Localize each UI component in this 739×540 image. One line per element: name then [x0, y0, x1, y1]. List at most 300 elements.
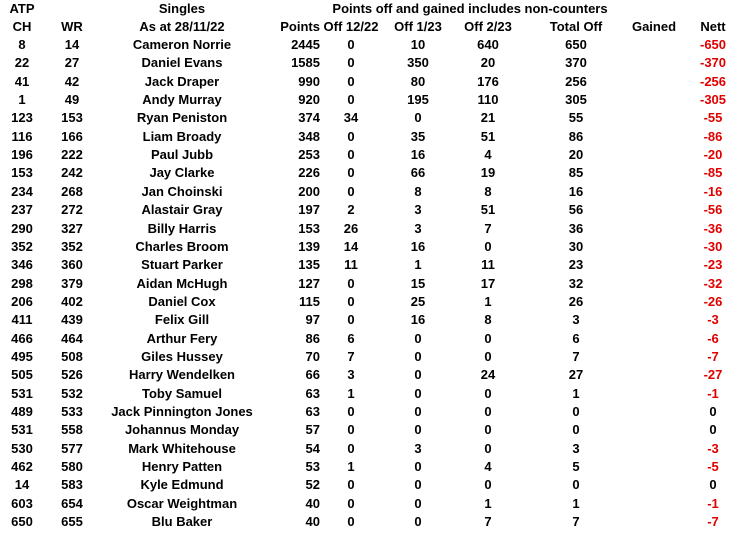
cell-ch: 196	[11, 147, 33, 163]
table-row	[0, 513, 739, 531]
cell-player-name: Henry Patten	[141, 459, 223, 475]
cell-player-name: Alastair Gray	[141, 202, 223, 218]
cell-nett: -3	[707, 440, 719, 456]
cell-off-1-23: 1	[414, 257, 422, 273]
cell-off-2-23: 0	[484, 422, 492, 438]
cell-off-2-23: 8	[484, 183, 492, 199]
cell-off-2-23: 51	[480, 202, 496, 218]
cell-wr: 379	[61, 275, 83, 291]
cell-gained	[624, 91, 684, 109]
cell-gained	[624, 54, 684, 72]
table-row	[0, 128, 739, 146]
cell-total-off: 56	[568, 202, 584, 218]
cell-ch: 530	[11, 440, 33, 456]
cell-total-off: 305	[565, 92, 587, 108]
cell-off-1-23: 16	[410, 312, 426, 328]
cell-off-2-23: 7	[484, 220, 492, 236]
cell-wr: 464	[61, 330, 83, 346]
cell-nett: -1	[707, 385, 719, 401]
cell-off-1-23: 0	[414, 477, 422, 493]
cell-points: 135	[298, 257, 320, 273]
table-row	[0, 458, 739, 476]
cell-total-off: 7	[572, 348, 580, 364]
cell-gained	[624, 109, 684, 127]
cell-off-2-23: 11	[481, 257, 495, 273]
cell-off-12-22: 0	[347, 404, 355, 419]
cell-nett: -32	[703, 275, 723, 291]
header-points-title: Points off and gained includes non-counters	[332, 1, 608, 16]
cell-player-name: Harry Wendelken	[129, 367, 235, 383]
cell-points: 40	[305, 514, 320, 530]
cell-ch: 650	[11, 514, 33, 530]
cell-gained	[624, 513, 684, 531]
cell-nett: -85	[703, 165, 723, 181]
cell-player-name: Daniel Evans	[141, 55, 223, 71]
cell-total-off: 86	[568, 128, 584, 144]
cell-points: 200	[298, 183, 320, 199]
cell-points: 97	[305, 312, 320, 328]
cell-off-12-22: 6	[347, 330, 355, 346]
cell-gained	[624, 311, 684, 329]
cell-points: 1585	[291, 55, 320, 71]
table-row	[0, 385, 739, 403]
header-off-12-22: Off 12/22	[323, 19, 379, 34]
cell-player-name: Daniel Cox	[148, 293, 216, 309]
cell-off-2-23: 0	[484, 477, 492, 493]
cell-gained	[624, 36, 684, 54]
cell-off-2-23: 1	[484, 293, 492, 309]
cell-gained	[624, 330, 684, 348]
cell-player-name: Cameron Norrie	[132, 37, 232, 52]
table-row	[0, 91, 739, 109]
cell-off-2-23: 19	[480, 165, 496, 181]
cell-off-12-22: 2	[347, 202, 355, 218]
cell-player-name: Johannus Monday	[124, 422, 240, 438]
cell-points: 40	[305, 495, 320, 511]
cell-ch: 123	[11, 110, 33, 126]
cell-off-1-23: 3	[414, 440, 422, 456]
cell-ch: 466	[11, 330, 33, 346]
cell-gained	[624, 348, 684, 366]
cell-nett: -1	[707, 495, 719, 511]
cell-total-off: 5	[572, 459, 580, 475]
header-row-top	[0, 0, 739, 18]
cell-gained	[624, 385, 684, 403]
cell-gained	[624, 164, 684, 182]
table-row	[0, 54, 739, 72]
cell-player-name: Oscar Weightman	[126, 495, 238, 511]
cell-player-name: Kyle Edmund	[140, 477, 224, 493]
cell-ch: 531	[11, 422, 33, 438]
cell-off-2-23: 21	[480, 110, 496, 126]
cell-wr: 27	[64, 55, 80, 71]
cell-wr: 583	[61, 477, 83, 493]
cell-wr: 42	[64, 73, 80, 89]
cell-gained	[624, 421, 684, 439]
cell-gained	[624, 476, 684, 494]
header-off-1-23: Off 1/23	[394, 19, 442, 34]
table-row	[0, 201, 739, 219]
cell-off-12-22: 26	[343, 220, 359, 236]
cell-off-1-23: 0	[414, 367, 422, 383]
cell-off-1-23: 3	[414, 202, 422, 218]
cell-points: 374	[298, 110, 320, 126]
cell-ch: 22	[14, 55, 30, 71]
cell-points: 86	[305, 330, 320, 346]
cell-off-12-22: 0	[347, 55, 355, 71]
cell-gained	[624, 458, 684, 476]
table-row	[0, 220, 739, 238]
cell-points: 63	[305, 404, 320, 419]
cell-nett: 0	[709, 422, 717, 438]
table-row	[0, 164, 739, 182]
cell-ch: 505	[11, 367, 33, 383]
cell-points: 920	[298, 92, 320, 108]
cell-off-12-22: 11	[344, 257, 358, 273]
cell-off-2-23: 51	[480, 128, 496, 144]
table-row	[0, 109, 739, 127]
cell-total-off: 32	[568, 275, 584, 291]
cell-wr: 533	[61, 404, 83, 419]
cell-ch: 116	[11, 128, 33, 144]
header-total-off: Total Off	[549, 19, 603, 34]
cell-off-12-22: 34	[343, 110, 359, 126]
cell-off-2-23: 110	[477, 92, 499, 108]
cell-off-2-23: 24	[480, 367, 496, 383]
cell-nett: -20	[703, 147, 723, 163]
header-as-at: As at 28/11/22	[139, 19, 225, 34]
cell-gained	[624, 128, 684, 146]
cell-total-off: 30	[568, 238, 584, 254]
cell-total-off: 23	[568, 257, 584, 273]
cell-off-1-23: 35	[410, 128, 426, 144]
cell-ch: 462	[11, 459, 33, 475]
cell-off-1-23: 16	[410, 238, 426, 254]
cell-player-name: Jack Pinnington Jones	[111, 404, 253, 419]
cell-player-name: Charles Broom	[135, 238, 229, 254]
cell-player-name: Aidan McHugh	[136, 275, 228, 291]
table-row	[0, 73, 739, 91]
cell-total-off: 3	[572, 312, 580, 328]
cell-player-name: Billy Harris	[147, 220, 217, 236]
cell-total-off: 650	[565, 37, 587, 52]
cell-off-2-23: 640	[477, 37, 499, 52]
cell-off-2-23: 0	[484, 238, 492, 254]
cell-wr: 268	[61, 183, 83, 199]
cell-off-12-22: 0	[347, 477, 355, 493]
cell-points: 226	[298, 165, 320, 181]
cell-gained	[624, 403, 684, 421]
cell-off-2-23: 8	[484, 312, 492, 328]
cell-off-1-23: 0	[414, 495, 422, 511]
cell-ch: 495	[11, 348, 33, 364]
cell-total-off: 36	[568, 220, 584, 236]
cell-player-name: Felix Gill	[154, 312, 210, 328]
cell-nett: -370	[699, 55, 727, 71]
cell-wr: 439	[61, 312, 83, 328]
cell-nett: 0	[709, 404, 717, 419]
cell-total-off: 256	[565, 73, 587, 89]
header-nett: Nett	[700, 19, 726, 34]
cell-wr: 327	[61, 220, 83, 236]
cell-ch: 14	[14, 477, 30, 493]
cell-points: 127	[298, 275, 320, 291]
table-row	[0, 403, 739, 421]
cell-off-12-22: 14	[343, 238, 359, 254]
cell-off-1-23: 0	[414, 348, 422, 364]
cell-nett: -23	[703, 257, 723, 273]
cell-points: 253	[298, 147, 320, 163]
cell-points: 54	[305, 440, 320, 456]
cell-nett: -26	[703, 293, 723, 309]
cell-player-name: Ryan Peniston	[136, 110, 228, 126]
cell-player-name: Jack Draper	[144, 73, 220, 89]
header-atp: ATP	[9, 1, 35, 16]
cell-points: 348	[298, 128, 320, 144]
cell-off-12-22: 0	[347, 37, 355, 52]
table-row	[0, 421, 739, 439]
cell-ch: 411	[11, 312, 33, 328]
table-row	[0, 366, 739, 384]
table-row	[0, 256, 739, 274]
cell-player-name: Blu Baker	[151, 514, 213, 530]
cell-wr: 242	[61, 165, 83, 181]
header-gained: Gained	[631, 19, 677, 34]
cell-total-off: 6	[572, 330, 580, 346]
cell-gained	[624, 293, 684, 311]
cell-nett: -6	[707, 330, 719, 346]
cell-off-2-23: 0	[484, 330, 492, 346]
cell-points: 63	[305, 385, 320, 401]
cell-ch: 41	[14, 73, 30, 89]
cell-ch: 489	[11, 404, 33, 419]
cell-total-off: 16	[568, 183, 584, 199]
table-row	[0, 146, 739, 164]
cell-total-off: 7	[572, 514, 580, 530]
cell-gained	[624, 183, 684, 201]
cell-points: 115	[299, 293, 320, 309]
cell-player-name: Arthur Fery	[146, 330, 218, 346]
cell-ch: 603	[11, 495, 33, 511]
cell-points: 53	[305, 459, 320, 475]
cell-off-2-23: 0	[484, 348, 492, 364]
cell-total-off: 26	[568, 293, 584, 309]
cell-total-off: 1	[572, 495, 580, 511]
table-row	[0, 495, 739, 513]
cell-ch: 290	[11, 220, 33, 236]
cell-gained	[624, 238, 684, 256]
cell-off-12-22: 0	[347, 147, 355, 163]
cell-off-12-22: 0	[347, 183, 355, 199]
table-row	[0, 293, 739, 311]
cell-off-2-23: 176	[477, 73, 499, 89]
cell-off-12-22: 0	[347, 422, 355, 438]
cell-off-12-22: 0	[347, 128, 355, 144]
cell-total-off: 0	[572, 404, 580, 419]
cell-off-2-23: 4	[484, 147, 492, 163]
cell-nett: -3	[707, 312, 719, 328]
cell-off-12-22: 0	[347, 495, 355, 511]
cell-points: 2445	[291, 37, 320, 52]
cell-points: 197	[298, 202, 320, 218]
cell-off-1-23: 0	[414, 459, 422, 475]
table-row	[0, 238, 739, 256]
cell-ch: 153	[11, 165, 33, 181]
header-row-columns	[0, 18, 739, 36]
cell-off-12-22: 1	[347, 459, 355, 475]
table-row	[0, 440, 739, 458]
table-row	[0, 348, 739, 366]
cell-gained	[624, 366, 684, 384]
header-points: Points	[280, 19, 320, 34]
cell-nett: -7	[707, 514, 719, 530]
cell-off-1-23: 195	[407, 92, 429, 108]
table-row	[0, 311, 739, 329]
cell-wr: 508	[61, 348, 83, 364]
cell-off-1-23: 350	[407, 55, 429, 71]
cell-wr: 532	[61, 385, 83, 401]
cell-player-name: Liam Broady	[142, 128, 222, 144]
cell-player-name: Toby Samuel	[142, 385, 222, 401]
cell-gained	[624, 73, 684, 91]
cell-nett: -7	[707, 348, 719, 364]
cell-off-2-23: 20	[480, 55, 496, 71]
table-row	[0, 330, 739, 348]
cell-wr: 558	[61, 422, 83, 438]
cell-gained	[624, 495, 684, 513]
cell-wr: 153	[61, 110, 83, 126]
cell-off-2-23: 0	[484, 385, 492, 401]
cell-off-1-23: 3	[414, 220, 422, 236]
cell-wr: 352	[61, 238, 83, 254]
cell-points: 153	[298, 220, 320, 236]
cell-off-2-23: 17	[480, 275, 496, 291]
cell-wr: 526	[61, 367, 83, 383]
cell-ch: 237	[11, 202, 33, 218]
cell-nett: -305	[699, 92, 727, 108]
cell-off-12-22: 0	[347, 73, 355, 89]
header-wr: WR	[61, 19, 83, 34]
cell-nett: -16	[703, 183, 723, 199]
cell-off-12-22: 0	[347, 293, 355, 309]
cell-off-2-23: 7	[484, 514, 492, 530]
cell-player-name: Jan Choinski	[141, 183, 223, 199]
cell-off-12-22: 1	[347, 385, 355, 401]
cell-nett: -27	[703, 367, 723, 383]
cell-wr: 272	[61, 202, 83, 218]
cell-player-name: Andy Murray	[142, 92, 222, 108]
cell-wr: 360	[61, 257, 83, 273]
cell-ch: 531	[11, 385, 33, 401]
cell-off-1-23: 80	[410, 73, 426, 89]
cell-total-off: 3	[572, 440, 580, 456]
cell-nett: -5	[707, 459, 719, 475]
cell-player-name: Giles Hussey	[141, 348, 223, 364]
cell-wr: 655	[61, 514, 83, 530]
cell-total-off: 27	[568, 367, 584, 383]
cell-nett: 0	[709, 477, 717, 493]
cell-wr: 49	[64, 92, 80, 108]
cell-player-name: Stuart Parker	[141, 257, 223, 273]
cell-ch: 234	[11, 183, 33, 199]
cell-off-12-22: 7	[347, 348, 355, 364]
table-row	[0, 476, 739, 494]
cell-points: 52	[305, 477, 320, 493]
cell-gained	[624, 440, 684, 458]
cell-off-1-23: 0	[414, 385, 422, 401]
cell-nett: -650	[699, 37, 727, 52]
cell-off-2-23: 1	[484, 495, 492, 511]
cell-nett: -256	[699, 73, 727, 89]
cell-total-off: 370	[565, 55, 587, 71]
cell-wr: 166	[61, 128, 83, 144]
cell-points: 66	[305, 367, 320, 383]
cell-gained	[624, 256, 684, 274]
cell-gained	[624, 146, 684, 164]
cell-nett: -36	[703, 220, 723, 236]
cell-off-1-23: 16	[410, 147, 426, 163]
cell-off-2-23: 0	[484, 440, 492, 456]
cell-wr: 14	[64, 37, 80, 52]
cell-gained	[624, 275, 684, 293]
cell-off-12-22: 0	[347, 92, 355, 108]
cell-off-1-23: 0	[414, 422, 422, 438]
cell-ch: 298	[11, 275, 33, 291]
cell-ch: 346	[11, 257, 33, 273]
cell-off-1-23: 10	[410, 37, 426, 52]
cell-points: 57	[305, 422, 320, 438]
table-row	[0, 36, 739, 54]
cell-off-1-23: 66	[410, 165, 426, 181]
cell-nett: -55	[703, 110, 723, 126]
cell-total-off: 0	[572, 422, 580, 438]
cell-off-1-23: 25	[410, 293, 426, 309]
cell-points: 70	[305, 348, 320, 364]
cell-total-off: 85	[568, 165, 584, 181]
table-row	[0, 275, 739, 293]
cell-wr: 402	[61, 293, 83, 309]
cell-total-off: 55	[568, 110, 584, 126]
cell-off-1-23: 15	[410, 275, 426, 291]
cell-player-name: Paul Jubb	[150, 147, 214, 163]
cell-off-12-22: 0	[347, 514, 355, 530]
cell-off-1-23: 0	[414, 514, 422, 530]
cell-off-1-23: 0	[414, 404, 422, 419]
cell-off-2-23: 0	[484, 404, 492, 419]
cell-off-12-22: 0	[347, 165, 355, 181]
cell-ch: 8	[18, 37, 26, 52]
cell-off-1-23: 0	[414, 110, 422, 126]
cell-player-name: Mark Whitehouse	[128, 440, 236, 456]
cell-gained	[624, 201, 684, 219]
cell-wr: 577	[61, 440, 83, 456]
cell-points: 139	[298, 238, 320, 254]
cell-total-off: 20	[568, 147, 584, 163]
cell-off-12-22: 0	[347, 275, 355, 291]
cell-nett: -30	[703, 238, 723, 254]
cell-player-name: Jay Clarke	[149, 165, 215, 181]
cell-off-12-22: 3	[347, 367, 355, 383]
cell-wr: 580	[61, 459, 83, 475]
cell-ch: 352	[11, 238, 33, 254]
cell-off-12-22: 0	[347, 312, 355, 328]
cell-off-12-22: 0	[347, 440, 355, 456]
cell-ch: 206	[11, 293, 33, 309]
cell-wr: 654	[61, 495, 83, 511]
table-row	[0, 183, 739, 201]
cell-gained	[624, 220, 684, 238]
header-singles: Singles	[158, 1, 206, 16]
